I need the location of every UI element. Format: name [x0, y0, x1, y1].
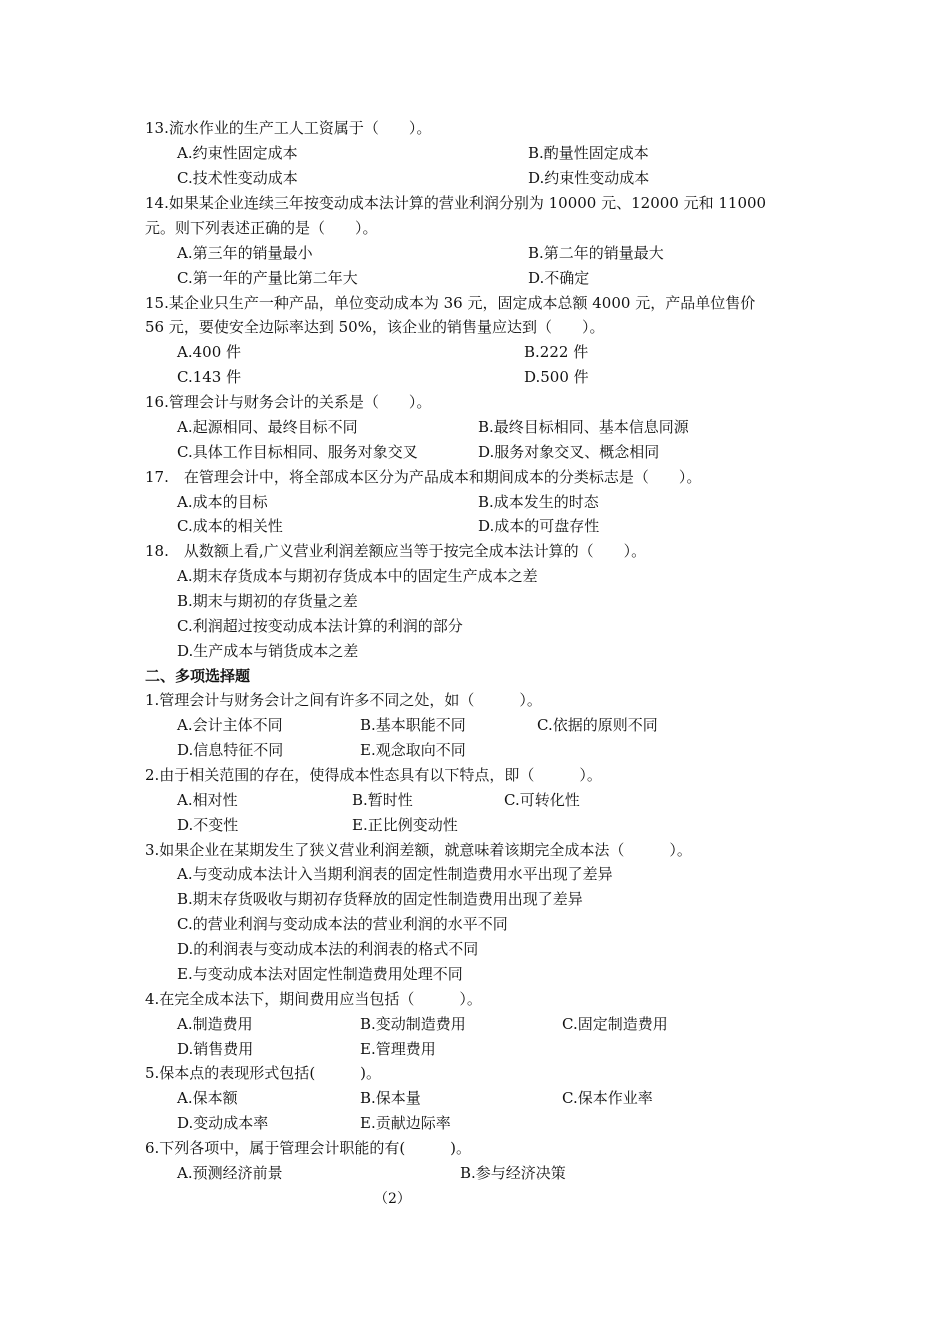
section-heading-multiple-choice: 二、多项选择题: [145, 667, 251, 685]
question-13-stem: 13.流水作业的生产工人工资属于（ ）。: [145, 119, 432, 137]
multi-question-2-option-c: C.可转化性: [504, 791, 580, 809]
multi-question-4-stem: 4.在完全成本法下，期间费用应当包括（ ）。: [145, 990, 482, 1008]
multi-question-2-option-d: D.不变性: [177, 816, 239, 834]
multi-question-1-option-c: C.依据的原则不同: [537, 716, 658, 734]
question-18-option-c: C.利润超过按变动成本法计算的利润的部分: [177, 617, 463, 635]
question-18-stem: 18. 从数额上看,广义营业利润差额应当等于按完全成本法计算的（ ）。: [145, 542, 647, 560]
question-13-option-d: D.约束性变动成本: [528, 169, 650, 187]
question-13-option-b: B.酌量性固定成本: [528, 144, 649, 162]
multi-question-2-option-a: A.相对性: [177, 791, 238, 809]
question-16-stem: 16.管理会计与财务会计的关系是（ ）。: [145, 393, 432, 411]
multi-question-2-option-b: B.暂时性: [352, 791, 413, 809]
question-17-stem: 17. 在管理会计中，将全部成本区分为产品成本和期间成本的分类标志是（ ）。: [145, 468, 702, 486]
question-15-option-a: A.400 件: [177, 343, 241, 361]
multi-question-6-option-b: B.参与经济决策: [460, 1164, 566, 1182]
multi-question-4-option-c: C.固定制造费用: [562, 1015, 668, 1033]
question-13-option-c: C.技术性变动成本: [177, 169, 298, 187]
multi-question-5-stem: 5.保本点的表现形式包括( )。: [145, 1064, 382, 1082]
question-15-option-b: B.222 件: [524, 343, 589, 361]
multi-question-3-option-e: E.与变动成本法对固定性制造费用处理不同: [177, 965, 463, 983]
multi-question-2-option-e: E.正比例变动性: [352, 816, 458, 834]
question-15-option-d: D.500 件: [524, 368, 589, 386]
multi-question-1-option-e: E.观念取向不同: [360, 741, 466, 759]
question-14-option-c: C.第一年的产量比第二年大: [177, 269, 358, 287]
question-17-option-c: C.成本的相关性: [177, 517, 283, 535]
question-14-option-b: B.第二年的销量最大: [528, 244, 664, 262]
question-16-option-c: C.具体工作目标相同、服务对象交叉: [177, 443, 418, 461]
question-17-option-a: A.成本的目标: [177, 493, 268, 511]
multi-question-1-option-a: A.会计主体不同: [177, 716, 283, 734]
question-18-option-a: A.期末存货成本与期初存货成本中的固定生产成本之差: [177, 567, 538, 585]
question-18-option-d: D.生产成本与销货成本之差: [177, 642, 359, 660]
multi-question-4-option-e: E.管理费用: [360, 1040, 436, 1058]
multi-question-2-stem: 2.由于相关范围的存在，使得成本性态具有以下特点，即（ ）。: [145, 766, 602, 784]
multi-question-3-stem: 3.如果企业在某期发生了狭义营业利润差额，就意味着该期完全成本法（ ）。: [145, 841, 692, 859]
multi-question-5-option-b: B.保本量: [360, 1089, 421, 1107]
question-18-option-b: B.期末与期初的存货量之差: [177, 592, 358, 610]
question-14-stem-line1: 14.如果某企业连续三年按变动成本法计算的营业利润分别为 10000 元、12000 元和 11000: [145, 194, 767, 212]
multi-question-1-option-b: B.基本职能不同: [360, 716, 466, 734]
page-number: （2）: [374, 1191, 411, 1207]
question-13-option-a: A.约束性固定成本: [177, 144, 298, 162]
multi-question-3-option-d: D.的利润表与变动成本法的利润表的格式不同: [177, 940, 479, 958]
question-16-option-b: B.最终目标相同、基本信息同源: [478, 418, 689, 436]
question-14-option-a: A.第三年的销量最小: [177, 244, 313, 262]
multi-question-6-stem: 6.下列各项中，属于管理会计职能的有( )。: [145, 1139, 472, 1157]
multi-question-5-option-c: C.保本作业率: [562, 1089, 653, 1107]
multi-question-4-option-a: A.制造费用: [177, 1015, 253, 1033]
question-15-stem-line2: 56 元，要使安全边际率达到 50%，该企业的销售量应达到（ ）。: [145, 318, 605, 336]
question-16-option-d: D.服务对象交叉、概念相同: [478, 443, 660, 461]
multi-question-5-option-a: A.保本额: [177, 1089, 238, 1107]
multi-question-3-option-b: B.期末存货吸收与期初存货释放的固定性制造费用出现了差异: [177, 890, 583, 908]
multi-question-1-option-d: D.信息特征不同: [177, 741, 284, 759]
question-16-option-a: A.起源相同、最终目标不同: [177, 418, 358, 436]
multi-question-6-option-a: A.预测经济前景: [177, 1164, 283, 1182]
question-14-option-d: D.不确定: [528, 269, 590, 287]
multi-question-5-option-d: D.变动成本率: [177, 1114, 269, 1132]
multi-question-3-option-a: A.与变动成本法计入当期利润表的固定性制造费用水平出现了差异: [177, 865, 613, 883]
question-14-stem-line2: 元。则下列表述正确的是（ ）。: [145, 219, 378, 237]
question-17-option-b: B.成本发生的时态: [478, 493, 599, 511]
question-15-stem-line1: 15.某企业只生产一种产品，单位变动成本为 36 元，固定成本总额 4000 元，产品单位售价: [145, 294, 756, 312]
multi-question-5-option-e: E.贡献边际率: [360, 1114, 451, 1132]
multi-question-4-option-d: D.销售费用: [177, 1040, 254, 1058]
question-15-option-c: C.143 件: [177, 368, 242, 386]
question-17-option-d: D.成本的可盘存性: [478, 517, 600, 535]
multi-question-1-stem: 1.管理会计与财务会计之间有许多不同之处，如（ ）。: [145, 691, 542, 709]
multi-question-3-option-c: C.的营业利润与变动成本法的营业利润的水平不同: [177, 915, 508, 933]
multi-question-4-option-b: B.变动制造费用: [360, 1015, 466, 1033]
